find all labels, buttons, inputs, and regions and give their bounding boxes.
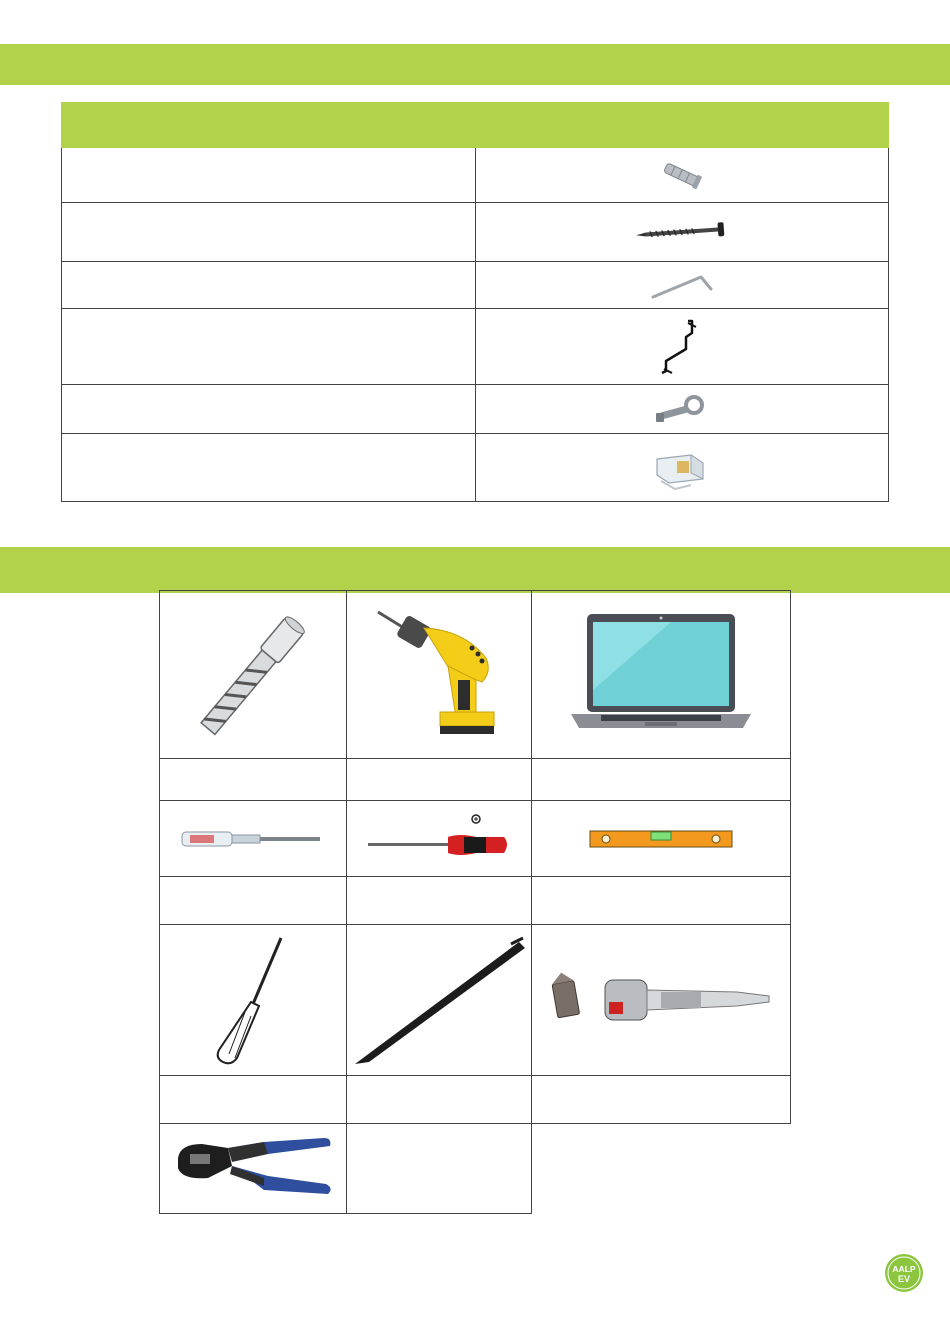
tool-label (160, 1076, 347, 1124)
tools-label-row (160, 1076, 791, 1124)
tool-label (347, 759, 532, 801)
parts-row (62, 203, 889, 262)
laptop-icon (561, 610, 761, 740)
rj45-connector-icon (647, 443, 717, 493)
tool-label (347, 877, 532, 925)
tools-image-row (160, 801, 791, 877)
section-band-tools (0, 547, 950, 593)
logo-line2: EV (897, 1274, 911, 1284)
parts-row-label (62, 434, 476, 502)
flat-screwdriver-icon (193, 930, 313, 1070)
parts-row-label (62, 262, 476, 309)
parts-row (62, 309, 889, 385)
tools-table (159, 590, 791, 1214)
parts-table (61, 102, 889, 502)
tools-image-row (160, 925, 791, 1076)
parts-row (62, 385, 889, 434)
parts-table-header (62, 103, 889, 148)
drill-bit-icon (178, 600, 328, 750)
spirit-level-icon (586, 824, 736, 854)
tool-label (160, 877, 347, 925)
parts-row (62, 148, 889, 203)
logo-line1: AALP (892, 1264, 916, 1274)
voltage-tester-icon (178, 824, 328, 854)
parts-row-label (62, 385, 476, 434)
screw-icon (632, 217, 732, 247)
parts-row (62, 434, 889, 502)
wall-plug-icon (652, 157, 712, 193)
tools-image-row (160, 591, 791, 759)
angle-adapter-bit-icon (541, 960, 781, 1040)
parts-row (62, 262, 889, 309)
tool-label (532, 1076, 791, 1124)
power-drill-icon (364, 600, 514, 750)
tools-image-row (160, 1124, 791, 1214)
mounting-bracket-icon (652, 315, 712, 379)
spudger-icon (349, 930, 529, 1070)
tool-label (532, 877, 791, 925)
tool-label (347, 1124, 532, 1214)
parts-row-label (62, 309, 476, 385)
triangle-key-icon (650, 389, 714, 429)
tools-label-row (160, 877, 791, 925)
aalp-ev-logo (884, 1253, 924, 1293)
allen-key-icon (647, 267, 717, 303)
parts-row-label (62, 148, 476, 203)
section-band-materials (0, 44, 950, 85)
tool-label (160, 759, 347, 801)
parts-row-label (62, 203, 476, 262)
tools-label-row (160, 759, 791, 801)
tool-label (347, 1076, 532, 1124)
tool-label (532, 759, 791, 801)
torx-screwdriver-icon (364, 809, 514, 869)
crimping-tool-icon (168, 1134, 338, 1204)
parts-header-cell (62, 103, 889, 148)
